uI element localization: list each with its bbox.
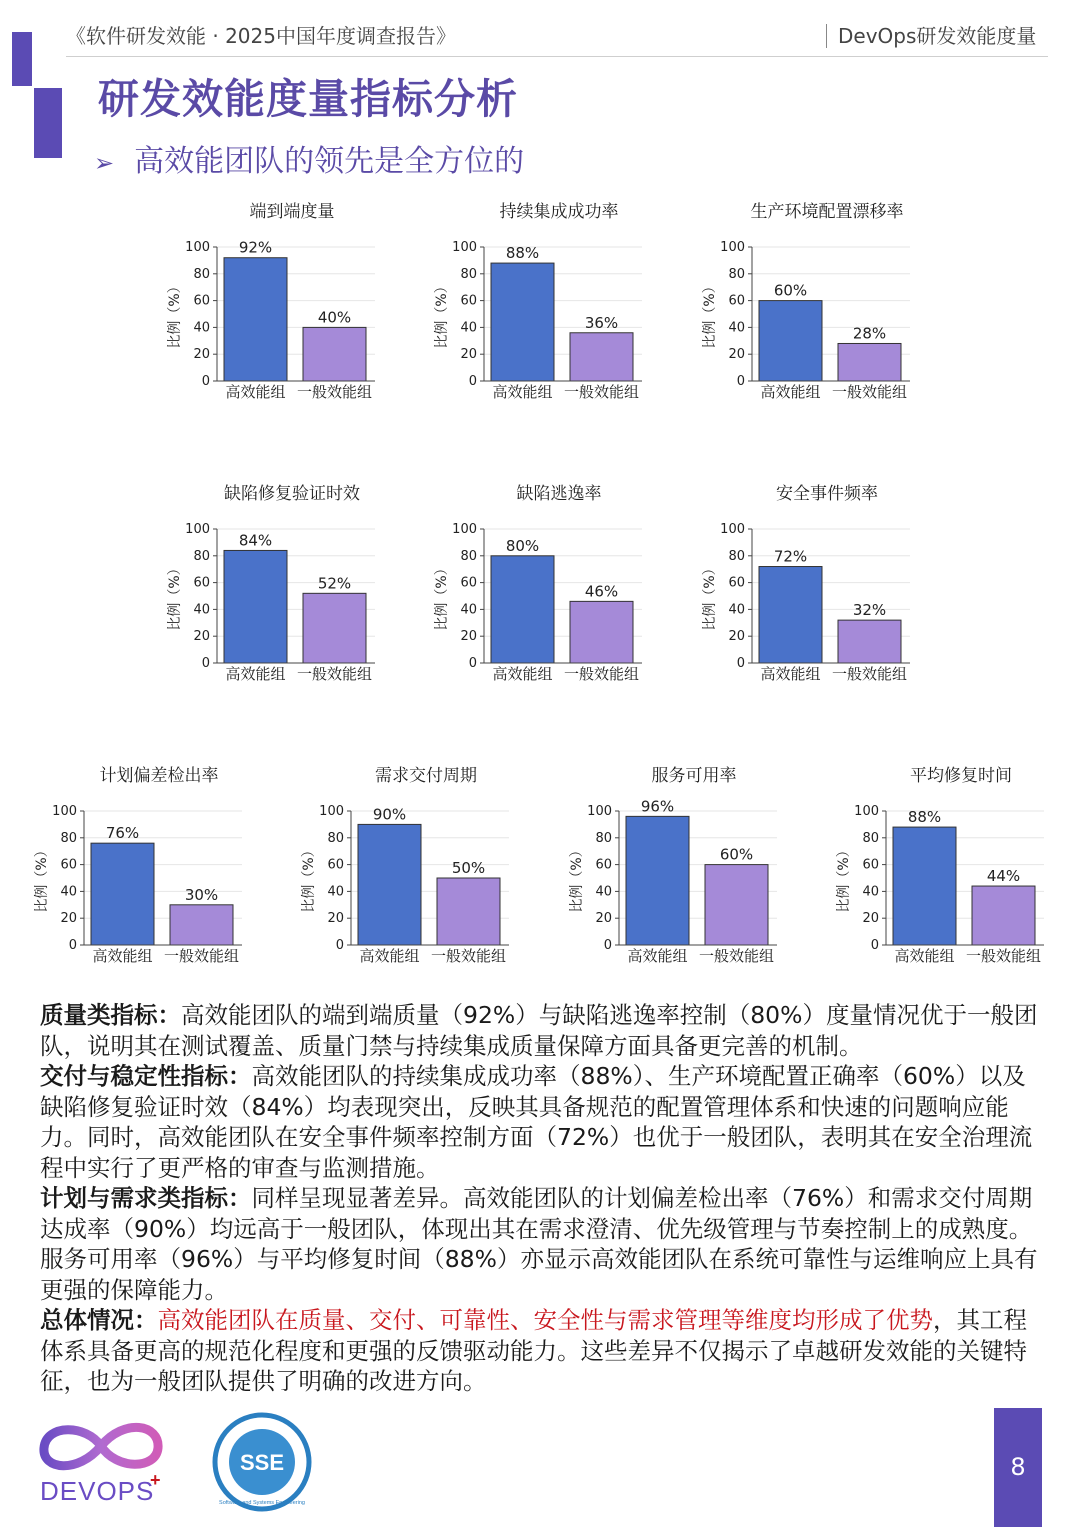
- data-label: 30%: [184, 885, 219, 904]
- y-tick-label: 20: [193, 629, 210, 645]
- y-tick-label: 0: [736, 656, 745, 671]
- y-tick-label: 80: [193, 266, 210, 282]
- analysis-overall-text: ，其工程体系具备更高的规范化程度和更强的反馈驱动能力。这些差异不仅揭示了卓越研发效能的关键特征，也为一般团队提供了明确的改进方向。: [40, 1306, 1027, 1395]
- y-tick-label: 40: [60, 884, 77, 900]
- page-title: 研发效能度量指标分析: [98, 75, 518, 123]
- data-label: 96%: [640, 797, 675, 816]
- data-label: 72%: [773, 547, 808, 566]
- y-tick-label: 40: [862, 884, 879, 900]
- bar-high-performance: [893, 827, 956, 945]
- bar-chart-3: [692, 202, 932, 411]
- infinity-icon: [44, 1427, 158, 1465]
- category-label: 一般效能组: [296, 665, 373, 683]
- category-label: 一般效能组: [965, 947, 1042, 965]
- sse-logo-subtext: Software and Systems Engineering: [219, 1500, 305, 1506]
- data-label: 76%: [105, 824, 140, 843]
- data-label: 52%: [317, 574, 352, 593]
- chart-title: 平均修复时间: [910, 766, 1012, 786]
- sse-logo: [212, 1412, 312, 1512]
- y-tick-label: 0: [468, 656, 477, 671]
- y-tick-label: 0: [603, 938, 612, 953]
- category-label: 高效能组: [359, 947, 420, 965]
- category-label: 一般效能组: [163, 947, 240, 965]
- category-label: 高效能组: [492, 665, 553, 683]
- bar-chart-10: [826, 766, 1066, 975]
- y-tick-label: 60: [595, 857, 612, 873]
- chart-title: 缺陷修复验证时效: [224, 484, 360, 504]
- bar-high-performance: [91, 843, 154, 945]
- y-axis-label: 比例（%）: [167, 279, 183, 349]
- y-tick-label: 60: [728, 575, 745, 591]
- chart-title: 需求交付周期: [375, 766, 477, 786]
- y-tick-label: 20: [327, 911, 344, 927]
- category-label: 一般效能组: [563, 665, 640, 683]
- bar-normal-performance: [437, 878, 500, 945]
- bar-normal-performance: [972, 886, 1035, 945]
- y-tick-label: 100: [452, 240, 477, 255]
- analysis-text: [40, 1000, 1045, 1397]
- data-label: 60%: [719, 845, 754, 864]
- y-tick-label: 60: [460, 575, 477, 591]
- y-tick-label: 80: [595, 830, 612, 846]
- category-label: 高效能组: [760, 665, 821, 683]
- analysis-planning-label: 计划与需求类指标：: [40, 1184, 252, 1212]
- bar-high-performance: [224, 550, 287, 663]
- category-label: 高效能组: [760, 383, 821, 401]
- data-label: 50%: [451, 859, 486, 877]
- analysis-overall-highlight: 高效能团队在质量、交付、可靠性、安全性与需求管理等维度均形成了优势: [157, 1306, 933, 1334]
- bar-chart-6: [692, 484, 932, 693]
- data-label: 88%: [505, 244, 540, 263]
- devops-logo-text: DEVOPS: [40, 1476, 155, 1506]
- y-tick-label: 100: [587, 804, 612, 819]
- y-tick-label: 40: [327, 884, 344, 900]
- y-tick-label: 100: [720, 240, 745, 255]
- bar-high-performance: [491, 556, 554, 663]
- bar-chart-9: [559, 766, 799, 975]
- category-label: 高效能组: [225, 665, 286, 683]
- y-tick-label: 0: [468, 374, 477, 389]
- y-tick-label: 80: [728, 266, 745, 282]
- data-label: 28%: [852, 324, 887, 343]
- y-axis-label: 比例（%）: [702, 561, 718, 631]
- analysis-planning-text: 同样呈现显著差异。高效能团队的计划偏差检出率（76%）和需求交付周期达成率（90%）均远高于一般团队，体现出其在需求澄清、优先级管理与节奏控制上的成熟度。服务可用率（96%）与平均修复时间（88%）亦显示高效能团队在系统可靠性与运维响应上具有更强的保障能力。: [40, 1184, 1038, 1304]
- bar-high-performance: [224, 258, 287, 381]
- analysis-overall-label: 总体情况：: [40, 1306, 158, 1334]
- bar-normal-performance: [570, 333, 633, 381]
- devops-logo: [36, 1412, 166, 1512]
- analysis-delivery-label: 交付与稳定性指标：: [40, 1062, 252, 1090]
- bar-high-performance: [759, 567, 822, 663]
- y-tick-label: 100: [452, 522, 477, 537]
- chart-title: 计划偏差检出率: [99, 766, 219, 786]
- y-tick-label: 0: [201, 374, 210, 389]
- y-tick-label: 40: [460, 320, 477, 336]
- y-tick-label: 20: [460, 347, 477, 363]
- data-label: 92%: [238, 238, 273, 257]
- decor-block-bottom: [34, 88, 62, 158]
- y-axis-label: 比例（%）: [434, 561, 450, 631]
- y-tick-label: 40: [728, 320, 745, 336]
- bar-normal-performance: [838, 620, 901, 663]
- y-axis-label: 比例（%）: [702, 279, 718, 349]
- y-tick-label: 20: [193, 347, 210, 363]
- chart-title: 持续集成成功率: [499, 202, 619, 222]
- y-tick-label: 20: [60, 911, 77, 927]
- bar-chart-8: [291, 766, 531, 975]
- section-title: DevOps研发效能度量: [838, 24, 1037, 48]
- y-axis-label: 比例（%）: [836, 843, 852, 913]
- data-label: 84%: [238, 531, 273, 550]
- data-label: 60%: [773, 281, 808, 300]
- analysis-planning: [40, 1183, 1045, 1305]
- y-tick-label: 60: [193, 293, 210, 309]
- y-tick-label: 40: [460, 602, 477, 618]
- analysis-delivery: [40, 1061, 1045, 1183]
- bar-normal-performance: [170, 905, 233, 945]
- data-label: 40%: [317, 308, 352, 327]
- y-tick-label: 40: [193, 602, 210, 618]
- bar-high-performance: [759, 301, 822, 381]
- y-tick-label: 60: [728, 293, 745, 309]
- category-label: 一般效能组: [563, 383, 640, 401]
- category-label: 一般效能组: [698, 947, 775, 965]
- y-axis-label: 比例（%）: [167, 561, 183, 631]
- category-label: 高效能组: [225, 383, 286, 401]
- chart-title: 缺陷逃逸率: [516, 484, 602, 504]
- y-tick-label: 100: [854, 804, 879, 819]
- bar-chart-4: [157, 484, 397, 693]
- decor-block-top: [12, 32, 32, 86]
- header-rule: [66, 56, 1048, 57]
- y-tick-label: 40: [728, 602, 745, 618]
- sse-logo-text: SSE: [239, 1450, 285, 1475]
- category-label: 一般效能组: [831, 383, 908, 401]
- y-tick-label: 60: [862, 857, 879, 873]
- y-tick-label: 20: [460, 629, 477, 645]
- analysis-quality-label: 质量类指标：: [40, 1001, 181, 1029]
- bar-normal-performance: [838, 343, 901, 381]
- bar-high-performance: [491, 263, 554, 381]
- report-title: 《软件研发效能 · 2025中国年度调查报告》: [66, 24, 456, 48]
- analysis-overall: [40, 1305, 1045, 1397]
- y-axis-label: 比例（%）: [434, 279, 450, 349]
- y-tick-label: 80: [862, 830, 879, 846]
- y-tick-label: 100: [319, 804, 344, 819]
- y-tick-label: 100: [185, 522, 210, 537]
- y-tick-label: 0: [335, 938, 344, 953]
- bar-normal-performance: [303, 593, 366, 663]
- y-axis-label: 比例（%）: [34, 843, 50, 913]
- subtitle-text: 高效能团队的领先是全方位的: [134, 144, 525, 179]
- chart-title: 安全事件频率: [776, 484, 878, 504]
- y-axis-label: 比例（%）: [569, 843, 585, 913]
- category-label: 一般效能组: [831, 665, 908, 683]
- data-label: 80%: [505, 536, 540, 555]
- page-number: 8: [994, 1408, 1042, 1527]
- y-tick-label: 0: [870, 938, 879, 953]
- y-tick-label: 80: [728, 548, 745, 564]
- bar-chart-1: [157, 202, 397, 411]
- y-tick-label: 20: [862, 911, 879, 927]
- devops-logo-plus: +: [150, 1470, 161, 1490]
- category-label: 高效能组: [492, 383, 553, 401]
- data-label: 88%: [907, 808, 942, 827]
- y-tick-label: 60: [460, 293, 477, 309]
- bar-normal-performance: [570, 601, 633, 663]
- y-tick-label: 100: [720, 522, 745, 537]
- bar-normal-performance: [303, 327, 366, 381]
- bar-chart-7: [24, 766, 264, 975]
- y-tick-label: 60: [60, 857, 77, 873]
- y-tick-label: 20: [595, 911, 612, 927]
- bar-chart-2: [424, 202, 664, 411]
- y-tick-label: 100: [52, 804, 77, 819]
- data-label: 46%: [584, 582, 619, 601]
- y-tick-label: 80: [327, 830, 344, 846]
- analysis-quality-text: 高效能团队的端到端质量（92%）与缺陷逃逸率控制（80%）度量情况优于一般团队，说明其在测试覆盖、质量门禁与持续集成质量保障方面具备更完善的机制。: [40, 1001, 1038, 1060]
- category-label: 高效能组: [627, 947, 688, 965]
- data-label: 32%: [852, 601, 887, 620]
- y-tick-label: 20: [728, 347, 745, 363]
- y-tick-label: 0: [68, 938, 77, 953]
- y-tick-label: 80: [60, 830, 77, 846]
- bar-high-performance: [626, 816, 689, 945]
- y-tick-label: 0: [736, 374, 745, 389]
- page-subtitle: [94, 136, 524, 180]
- y-tick-label: 80: [460, 266, 477, 282]
- arrow-right-icon: ➢: [94, 149, 115, 177]
- category-label: 一般效能组: [296, 383, 373, 401]
- y-tick-label: 20: [728, 629, 745, 645]
- header-divider: [826, 24, 827, 48]
- bar-chart-5: [424, 484, 664, 693]
- chart-title: 服务可用率: [651, 766, 737, 786]
- data-label: 36%: [584, 313, 619, 332]
- y-tick-label: 40: [193, 320, 210, 336]
- data-label: 90%: [372, 805, 407, 824]
- y-tick-label: 60: [193, 575, 210, 591]
- analysis-quality: [40, 1000, 1045, 1061]
- chart-title: 生产环境配置漂移率: [750, 202, 904, 222]
- category-label: 一般效能组: [430, 947, 507, 965]
- bar-normal-performance: [705, 865, 768, 945]
- y-tick-label: 60: [327, 857, 344, 873]
- y-axis-label: 比例（%）: [301, 843, 317, 913]
- category-label: 高效能组: [894, 947, 955, 965]
- bar-high-performance: [358, 824, 421, 945]
- chart-title: 端到端度量: [249, 202, 335, 222]
- y-tick-label: 100: [185, 240, 210, 255]
- y-tick-label: 80: [460, 548, 477, 564]
- data-label: 44%: [986, 867, 1021, 886]
- y-tick-label: 0: [201, 656, 210, 671]
- analysis-delivery-text: 高效能团队的持续集成成功率（88%）、生产环境配置正确率（60%）以及缺陷修复验证时效（84%）均表现突出，反映其具备规范的配置管理体系和快速的问题响应能力。同时，高效能团队在安全事件频率控制方面（72%）也优于一般团队，表明其在安全治理流程中实行了更严格的审查与监测措施。: [40, 1062, 1033, 1182]
- category-label: 高效能组: [92, 947, 153, 965]
- y-tick-label: 80: [193, 548, 210, 564]
- y-tick-label: 40: [595, 884, 612, 900]
